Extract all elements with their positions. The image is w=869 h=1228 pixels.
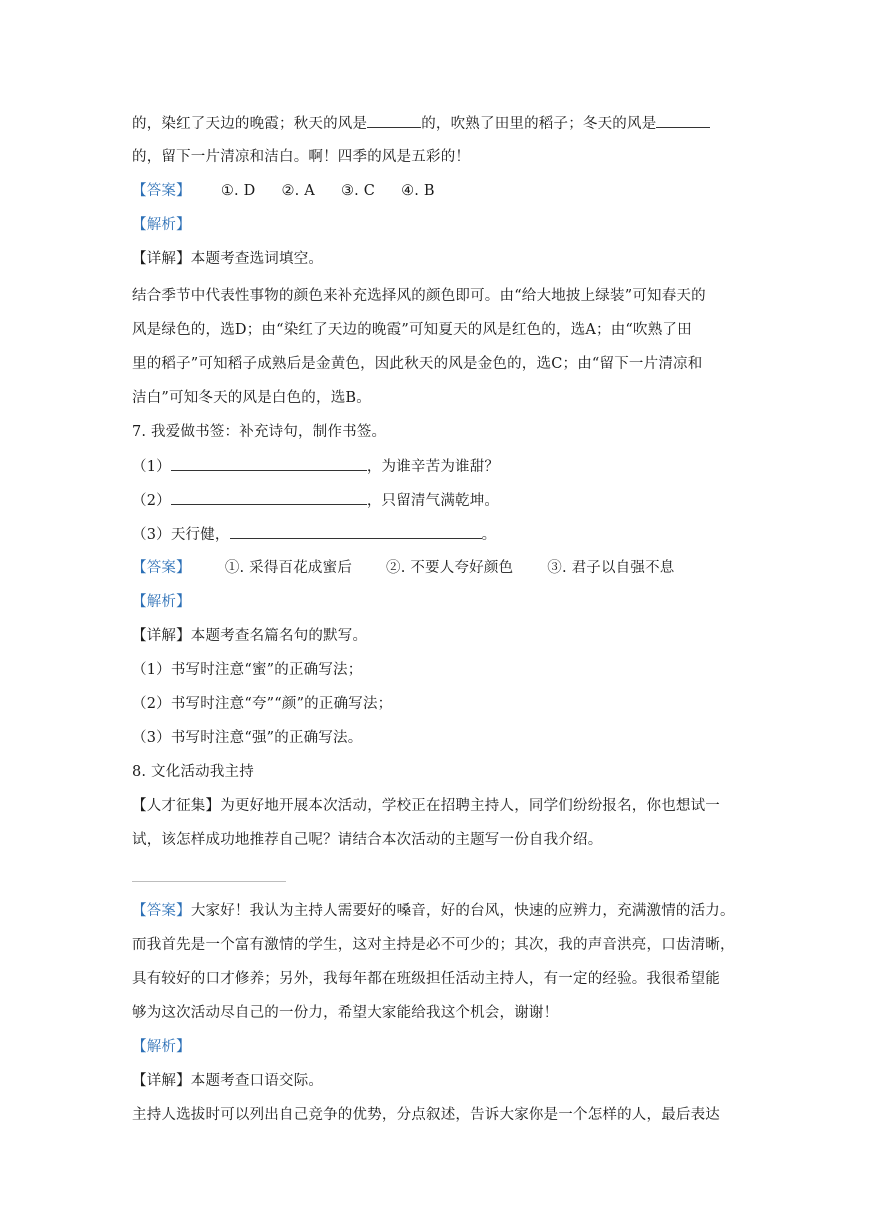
explain-line: 洁白”可知冬天的风是白色的，选B。 xyxy=(132,390,371,406)
analysis-label: 【解析】 xyxy=(132,217,191,233)
q6-line1-part-b: 的，吹熟了田里的稻子；冬天的风是 xyxy=(421,116,657,132)
answer-label: 【答案】 xyxy=(132,560,191,576)
q7-answer-row xyxy=(132,558,742,578)
note-line: （3）书写时注意“强”的正确写法。 xyxy=(132,730,363,746)
q6-line1-part-a: 的，染红了天边的晚霞；秋天的风是 xyxy=(132,116,368,132)
q6-answer-row xyxy=(132,181,742,201)
detail-line: 【详解】本题考查口语交际。 xyxy=(132,1073,324,1089)
q7-title: 7. 我爱做书签：补充诗句，制作书签。 xyxy=(132,424,387,440)
q8-answer-line-1 xyxy=(132,901,742,921)
fill-blank xyxy=(656,113,710,128)
answer-item: ④. B xyxy=(401,183,435,199)
explain-line: 风是绿色的，选D；由“染红了天边的晚霞”可知夏天的风是红色的，选A；由“吹熟了田 xyxy=(132,322,692,338)
fill-blank xyxy=(171,456,367,471)
item-number: （1） xyxy=(132,459,171,475)
fill-blank xyxy=(367,113,421,128)
item-text: （3）天行健， xyxy=(132,527,230,543)
item-text: ，只留清气满乾坤。 xyxy=(366,493,500,509)
q7-item-3 xyxy=(132,524,742,545)
item-number: （2） xyxy=(132,493,171,509)
q8-title: 8. 文化活动我主持 xyxy=(132,764,254,780)
answer-text: 大家好！我认为主持人需要好的嗓音，好的台风，快速的应辨力，充满激情的活力。 xyxy=(190,903,735,919)
q6-text-line-2: 的，留下一片清凉和洁白。啊！四季的风是五彩的！ xyxy=(132,149,471,165)
q8-answer-line-3: 具有较好的口才修养；另外，我每年都在班级担任活动主持人，有一定的经验。我很希望能 xyxy=(132,971,720,987)
answer-item: ③. C xyxy=(340,183,376,199)
answer-item: ②. 不要人夸好颜色 xyxy=(386,560,514,576)
detail-line: 【详解】本题考查选词填空。 xyxy=(132,251,324,267)
q7-item-2 xyxy=(132,490,742,511)
answer-item: ①. D xyxy=(220,183,256,199)
detail-line: 【详解】本题考查名篇名句的默写。 xyxy=(132,628,368,644)
q8-prompt-line-1 xyxy=(132,796,742,816)
item-text: ，为谁辛苦为谁甜？ xyxy=(366,459,500,475)
q7-item-1 xyxy=(132,456,742,477)
analysis-label: 【解析】 xyxy=(132,594,191,610)
answer-item: ②. A xyxy=(281,183,315,199)
answer-item: ①. 采得百花成蜜后 xyxy=(224,560,353,576)
fill-blank xyxy=(230,524,482,539)
fill-blank xyxy=(171,490,367,505)
answer-label: 【答案】 xyxy=(132,183,191,199)
item-text: 。 xyxy=(481,527,497,543)
answer-item: ③. 君子以自强不息 xyxy=(547,560,675,576)
q8-prompt-line-2: 试，该怎样成功地推荐自己呢？请结合本次活动的主题写一份自我介绍。 xyxy=(132,832,603,848)
divider xyxy=(132,881,286,882)
analysis-label: 【解析】 xyxy=(132,1039,191,1055)
q6-text-line-1 xyxy=(132,113,742,134)
prompt-text: 为更好地开展本次活动，学校正在招聘主持人，同学们纷纷报名，你也想试一 xyxy=(220,798,720,814)
q8-answer-line-2: 而我首先是一个富有激情的学生，这对主持是必不可少的；其次，我的声音洪亮，口齿清晰， xyxy=(132,937,735,953)
explain-line: 主持人选拔时可以列出自己竞争的优势，分点叙述，告诉大家你是一个怎样的人，最后表达 xyxy=(132,1107,720,1123)
note-line: （2）书写时注意“夸”“颜”的正确写法； xyxy=(132,696,393,712)
answer-label: 【答案】 xyxy=(132,903,191,919)
explain-line: 结合季节中代表性事物的颜色来补充选择风的颜色即可。由“给大地披上绿装”可知春天的 xyxy=(132,288,706,304)
note-line: （1）书写时注意“蜜”的正确写法； xyxy=(132,662,363,678)
q8-answer-line-4: 够为这次活动尽自己的一份力，希望大家能给我这个机会，谢谢！ xyxy=(132,1005,559,1021)
explain-line: 里的稻子”可知稻子成熟后是金黄色，因此秋天的风是金色的，选C；由“留下一片清凉和 xyxy=(132,356,703,372)
prompt-label: 【人才征集】 xyxy=(132,798,221,814)
